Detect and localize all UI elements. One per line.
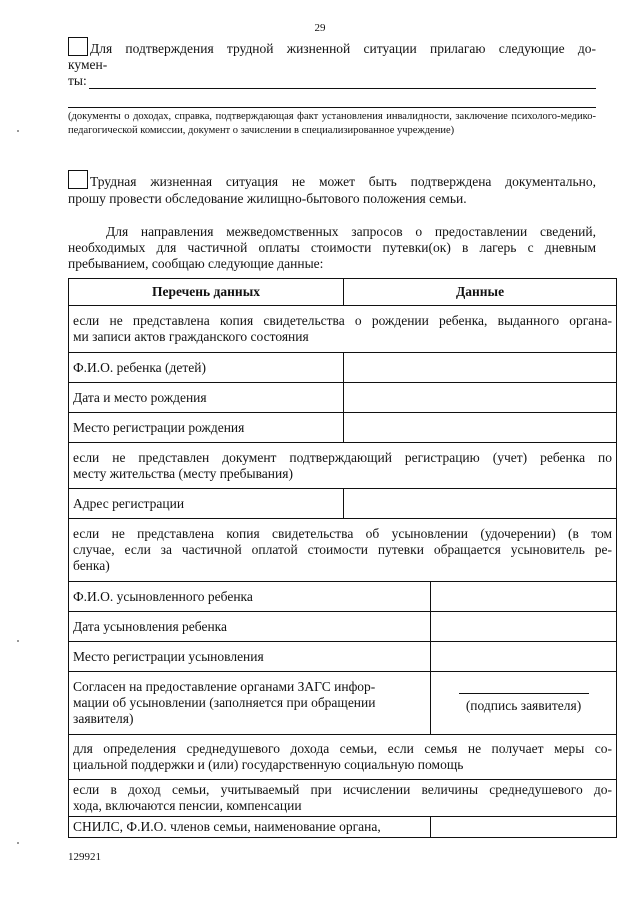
label-adoption-date: Дата усыновления ребенка [69, 612, 431, 642]
section-adoption-line2: случае, если за частичной оплатой стоимости путевки обращается усыновитель ре- [73, 542, 613, 557]
consent-line2: мации об усыновлении (заполняется при обращении [73, 695, 376, 710]
confirm-docs-text: Для подтверждения трудной жизненной ситуации прилагаю следующие до- [90, 41, 596, 56]
section-birth [69, 306, 617, 353]
section-residence-line2: месту жительства (месту пребывания) [73, 465, 293, 481]
table-row [69, 383, 617, 413]
value-address[interactable] [344, 489, 617, 519]
intro-line2: необходимых для частичной оплаты стоимости путевки(ок) в лагерь с дневным [68, 240, 596, 255]
table-row [69, 353, 617, 383]
value-adopted-name[interactable] [431, 582, 617, 612]
section-income-line2: циальной поддержки и (или) государственную социальную помощь [73, 757, 464, 772]
docs-hint: (документы о доходах, справка, подтверждающая факт установления инвалидности, заключение психолого-медико-педагогической комиссии, документ о зачислении в специализированное учреждение) [68, 111, 596, 136]
value-birth-registration[interactable] [344, 413, 617, 443]
value-child-name[interactable] [344, 353, 617, 383]
section-pensions [69, 780, 617, 817]
section-adoption [69, 519, 617, 582]
section-adoption-line1: если не представлена копия свидетельства об усыновлении (удочерении) (в том [73, 526, 613, 541]
data-table [68, 278, 617, 838]
section-residence [69, 443, 617, 489]
no-docs-line1 [68, 170, 596, 190]
label-birth-registration: Место регистрации рождения [69, 413, 344, 443]
page-number: 29 [314, 22, 326, 34]
confirm-docs-line2: кумен- [68, 57, 108, 72]
section-income-line1: для определения среднедушевого дохода семьи, если семья не получает меры со- [73, 741, 613, 756]
table-header-row [69, 279, 617, 306]
confirm-docs-block [68, 37, 596, 138]
value-snils[interactable] [431, 817, 617, 838]
table-row [69, 642, 617, 672]
section-birth-line2: ми записи актов гражданского состояния [73, 329, 309, 344]
label-adopted-name: Ф.И.О. усыновленного ребенка [69, 582, 431, 612]
intro-line1: Для направления межведомственных запросов о предоставлении сведений, [106, 224, 596, 239]
intro-paragraph [68, 224, 596, 272]
table-row [69, 735, 617, 780]
section-adoption-line3: бенка) [73, 558, 110, 573]
confirm-docs-checkbox[interactable] [68, 37, 88, 56]
label-address: Адрес регистрации [69, 489, 344, 519]
no-docs-text: Трудная жизненная ситуация не может быть подтверждена документально, [90, 174, 596, 189]
label-consent [69, 672, 431, 735]
table-row [69, 443, 617, 489]
intro-line3: пребыванием, сообщаю следующие данные: [68, 256, 324, 271]
document-code: 129921 [68, 851, 101, 863]
no-docs-block [68, 170, 596, 207]
section-pensions-line2: хода, включаются пенсии, компенсации [73, 798, 302, 813]
docs-input-field-2[interactable] [68, 91, 596, 108]
signature-label: (подпись заявителя) [465, 697, 582, 713]
table-row [69, 817, 617, 838]
label-snils: СНИЛС, Ф.И.О. членов семьи, наименование органа, [69, 817, 431, 838]
label-birth-date-place: Дата и место рождения [69, 383, 344, 413]
signature-cell[interactable] [431, 672, 617, 735]
header-data: Данные [344, 279, 617, 306]
table-row [69, 519, 617, 582]
header-list: Перечень данных [69, 279, 344, 306]
table-row [69, 306, 617, 353]
value-adoption-date[interactable] [431, 612, 617, 642]
no-docs-line2: прошу провести обследование жилищно-бытового положения семьи. [68, 191, 467, 206]
confirm-docs-line1 [68, 37, 596, 57]
consent-line1: Согласен на предоставление органами ЗАГС инфор- [73, 679, 376, 694]
docs-input-line [68, 73, 596, 89]
table-row [69, 413, 617, 443]
label-child-name: Ф.И.О. ребенка (детей) [69, 353, 344, 383]
signature-line [459, 693, 589, 694]
table-row [69, 780, 617, 817]
value-birth-date-place[interactable] [344, 383, 617, 413]
scan-mark [17, 842, 19, 844]
section-residence-line1: если не представлен документ подтверждающий регистрацию (учет) ребенка по [73, 449, 613, 465]
no-docs-checkbox[interactable] [68, 170, 88, 189]
docs-label: ты: [68, 73, 87, 88]
section-birth-line1: если не представлена копия свидетельства о рождении ребенка, выданного органа- [73, 313, 613, 328]
table-row [69, 612, 617, 642]
section-pensions-line1: если в доход семьи, учитываемый при исчислении величины среднедушевого до- [73, 782, 613, 797]
table-row [69, 489, 617, 519]
table-row [69, 582, 617, 612]
table-row [69, 672, 617, 735]
docs-input-field[interactable] [89, 76, 596, 89]
label-adoption-registration: Место регистрации усыновления [69, 642, 431, 672]
section-income [69, 735, 617, 780]
scan-mark [17, 130, 19, 132]
scan-mark [17, 640, 19, 642]
value-adoption-registration[interactable] [431, 642, 617, 672]
consent-line3: заявителя) [73, 711, 134, 726]
